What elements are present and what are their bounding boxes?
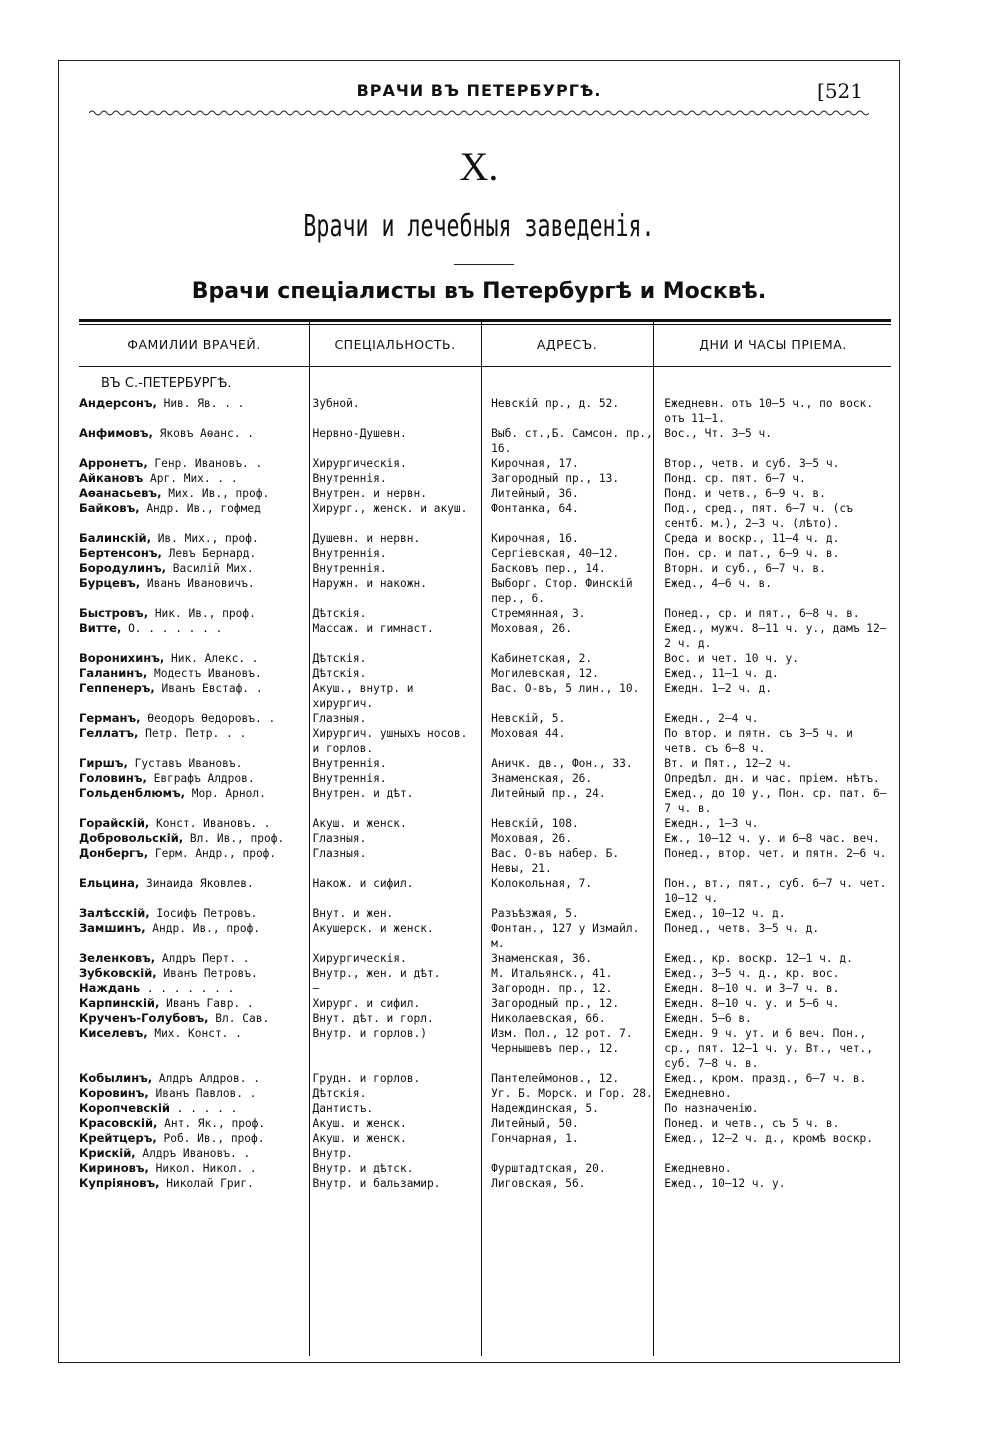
doctor-specialty: Дѣтскія. — [312, 607, 367, 620]
table-row — [79, 501, 891, 531]
doctor-given-name: Андр. Ив., гофмед — [139, 502, 261, 515]
doctor-hours: Ежедн. 9 ч. ут. и 6 веч. Пон., ср., пят. 12—1 ч. у. Вт., чет., суб. 7—8 ч. в. — [664, 1027, 874, 1070]
doctor-given-name: Зинаида Яковлев. — [139, 877, 254, 890]
doctor-surname: Купріяновъ, — [79, 1176, 160, 1190]
doctor-given-name: Андр. Ив., проф. — [145, 922, 261, 935]
doctor-given-name: Василій Мих. — [166, 562, 254, 575]
doctor-specialty: Акуш. и женск. — [312, 817, 407, 830]
doctor-given-name: Арг. Мих. . . — [143, 472, 238, 485]
doctor-address: Невскій, 108. — [491, 817, 579, 830]
doctor-hours: Ежедн. 8—10 ч. у. и 5—6 ч. — [664, 997, 840, 1010]
doctor-surname: Замшинъ, — [79, 921, 146, 935]
doctor-specialty: Акушерск. и женск. — [312, 922, 434, 935]
doctor-hours: Пон., вт., пят., суб. 6—7 ч. чет. 10—12 ч. — [664, 877, 887, 905]
section-title: Врачи и лечебныя заведенія. — [303, 209, 655, 244]
doctor-specialty: Внутр. и дѣтск. — [312, 1162, 414, 1175]
doctor-specialty: Накож. и сифил. — [312, 877, 414, 890]
doctor-surname: Галанинъ, — [79, 666, 148, 680]
doctor-surname: Бурцевъ, — [79, 576, 141, 590]
doctor-name — [79, 426, 300, 456]
doctor-surname: Бородулинъ, — [79, 561, 167, 575]
table-row — [79, 726, 891, 756]
doctor-address: Невскій, 5. — [491, 712, 566, 725]
doctor-surname: Андерсонъ, — [79, 396, 157, 410]
table-row — [79, 996, 891, 1011]
doctor-specialty: Внутреннія. — [312, 562, 387, 575]
doctor-hours: Вторн. и суб., 6—7 ч. в. — [664, 562, 826, 575]
doctor-name — [79, 1026, 300, 1071]
doctor-hours: Ежед., кр. воскр. 12—1 ч. д. — [664, 952, 853, 965]
doctor-specialty: Глазныя. — [312, 847, 367, 860]
doctor-name — [79, 726, 300, 756]
table-row — [79, 576, 891, 606]
doctor-surname: Германъ, — [79, 711, 141, 725]
doctor-name — [79, 1176, 300, 1191]
doctor-name — [79, 1131, 300, 1146]
doctor-given-name: Иванъ Евстаф. . — [154, 682, 263, 695]
page-number: [521 — [817, 79, 863, 103]
doctor-surname: Кириновъ, — [79, 1161, 149, 1175]
table-row — [79, 756, 891, 771]
doctor-name — [79, 471, 300, 486]
table-row — [79, 681, 891, 711]
doctor-given-name: Иванъ Павлов. . — [148, 1087, 257, 1100]
column-header-names: ФАМИЛИИ ВРАЧЕЙ. — [127, 337, 261, 352]
doctor-name — [79, 816, 300, 831]
table-row — [79, 1146, 891, 1161]
doctor-hours: Втор., четв. и суб. 3—5 ч. — [664, 457, 840, 470]
doctor-given-name: Иванъ Петровъ. — [156, 967, 258, 980]
table-row — [79, 711, 891, 726]
doctor-address: Фонтанка, 64. — [491, 502, 579, 515]
doctor-address: Моховая, 26. — [491, 622, 572, 635]
doctor-specialty: Внутреннія. — [312, 772, 387, 785]
doctor-given-name: Ант. Як., проф. — [157, 1117, 266, 1130]
subsection-title: Врачи спеціалисты въ Петербургѣ и Москвѣ. — [191, 279, 767, 304]
doctor-name — [79, 1011, 300, 1026]
doctor-address: Стремянная, 3. — [491, 607, 586, 620]
doctor-given-name: Иванъ Ивановичъ. — [140, 577, 255, 590]
doctor-surname: Быстровъ, — [79, 606, 149, 620]
doctor-given-name: Ѳеодоръ Ѳедоровъ. . — [140, 712, 276, 725]
doctor-specialty: Наружн. и накожн. — [312, 577, 427, 590]
doctor-address: Колокольная, 7. — [491, 877, 593, 890]
table-row — [79, 951, 891, 966]
doctor-address: Выб. ст.,Б. Самсон. пр., 16. — [491, 427, 653, 455]
doctor-name — [79, 681, 300, 711]
doctor-given-name: . . . . . — [169, 1102, 238, 1115]
doctor-name — [79, 1116, 300, 1131]
doctor-hours — [658, 1146, 891, 1161]
table-row — [79, 1176, 891, 1191]
doctor-given-name: Ник. Алекс. . — [164, 652, 259, 665]
doctor-given-name: Роб. Ив., проф. — [156, 1132, 265, 1145]
section-number: X. — [459, 144, 499, 189]
doctor-address: Литейный пр., 24. — [491, 787, 606, 800]
doctor-surname: Киселевъ, — [79, 1026, 148, 1040]
doctor-specialty: Акуш., внутр. и хирургич. — [312, 682, 414, 710]
doctor-name — [79, 981, 300, 996]
doctor-surname: Горайскій, — [79, 816, 150, 830]
doctor-surname: Анфимовъ, — [79, 426, 153, 440]
doctor-name — [79, 486, 300, 501]
doctor-given-name: Левъ Бернард. — [161, 547, 257, 560]
doctor-address: Изм. Пол., 12 рот. 7. Чернышевъ пер., 12. — [491, 1027, 633, 1055]
doctor-name — [79, 711, 300, 726]
doctor-surname: Добровольскій, — [79, 831, 184, 845]
doctor-surname: Арронетъ, — [79, 456, 148, 470]
doctor-surname: Коропчевскій — [79, 1101, 170, 1115]
doctor-specialty: Глазныя. — [312, 712, 367, 725]
doctor-specialty: Внутр., жен. и дѣт. — [312, 967, 441, 980]
doctor-specialty: Внут. дѣт. и горл. — [312, 1012, 434, 1025]
doctor-address: Аничк. дв., Фон., 33. — [491, 757, 633, 770]
doctor-address: Пантелеймонов., 12. — [491, 1072, 620, 1085]
doctor-surname: Залѣсскій, — [79, 906, 150, 920]
doctor-hours: Ежед., 12—2 ч. д., кромѣ воскр. — [664, 1132, 874, 1145]
table-row — [79, 456, 891, 471]
doctor-address: М. Итальянск., 41. — [491, 967, 613, 980]
doctor-specialty: Дѣтскія. — [312, 667, 367, 680]
doctor-specialty: Внутрен. и дѣт. — [312, 787, 414, 800]
doctor-specialty: Внутрен. и нервн. — [312, 487, 427, 500]
doctor-specialty: Хирургич. ушныхъ носов. и горлов. — [312, 727, 468, 755]
doctor-name — [79, 561, 300, 576]
doctor-name — [79, 531, 300, 546]
doctor-specialty: Зубной. — [312, 397, 360, 410]
table-row — [79, 606, 891, 621]
table-row — [79, 531, 891, 546]
doctor-name — [79, 456, 300, 471]
doctor-hours: Ежедн., 2—4 ч. — [664, 712, 759, 725]
doctor-hours: Ежед., мужч. 8—11 ч. у., дамъ 12—2 ч. д. — [664, 622, 887, 650]
doctor-hours: Ежед., 10—12 ч. д. — [664, 907, 786, 920]
doctor-specialty: Хирургическія. — [312, 457, 407, 470]
doctor-hours: Понед., ср. и пят., 6—8 ч. в. — [664, 607, 860, 620]
doctor-name — [79, 786, 300, 816]
doctor-address: Надеждинская, 5. — [491, 1102, 599, 1115]
doctor-surname: Витте, — [79, 621, 122, 635]
doctor-hours: Под., сред., пят. 6—7 ч. (съ сентб. м.), 2—3 ч. (лѣто). — [664, 502, 853, 530]
table-row — [79, 831, 891, 846]
table-header-rule — [79, 366, 891, 367]
doctor-surname: Геппенеръ, — [79, 681, 155, 695]
doctor-given-name: Алдръ Перт. . — [155, 952, 250, 965]
doctor-address: Загородный пр., 12. — [491, 997, 620, 1010]
doctor-specialty: Внут. и жен. — [312, 907, 394, 920]
table-row — [79, 1011, 891, 1026]
doctor-address: Николаевская, 66. — [491, 1012, 606, 1025]
doctor-surname: Кобылинъ, — [79, 1071, 153, 1085]
table-row — [79, 1131, 891, 1146]
doctor-hours: Ежедневно. — [664, 1087, 732, 1100]
doctor-given-name: Конст. Ивановъ. . — [149, 817, 271, 830]
table-row — [79, 426, 891, 456]
doctor-given-name: Модестъ Ивановъ. — [147, 667, 262, 680]
doctor-address: Фурштадтская, 20. — [491, 1162, 606, 1175]
doctor-given-name: Петр. Петр. . . — [138, 727, 247, 740]
doctor-specialty: Внутр. и бальзамир. — [312, 1177, 441, 1190]
table-row — [79, 561, 891, 576]
running-head — [59, 81, 899, 105]
doctor-given-name: Иванъ Гавр. . — [159, 997, 254, 1010]
table-row — [79, 906, 891, 921]
doctor-hours: Пон. ср. и пат., 6—9 ч. в. — [664, 547, 840, 560]
doctor-specialty: Внутреннія. — [312, 757, 387, 770]
doctor-name — [79, 831, 300, 846]
doctor-given-name: Вл. Сав. — [208, 1012, 270, 1025]
doctor-hours: Вос., Чт. 3—5 ч. — [664, 427, 773, 440]
table-row — [79, 786, 891, 816]
doctor-surname: Бертенсонъ, — [79, 546, 162, 560]
doctor-name — [79, 951, 300, 966]
table-row — [79, 471, 891, 486]
table-row — [79, 621, 891, 651]
doctor-name — [79, 996, 300, 1011]
doctor-specialty: Внутреннія. — [312, 472, 387, 485]
doctor-name — [79, 621, 300, 651]
doctor-given-name: Мих. Ив., проф. — [161, 487, 270, 500]
doctor-surname: Зубковскій, — [79, 966, 157, 980]
table-row — [79, 816, 891, 831]
doctor-given-name: О. . . . . . . — [121, 622, 223, 635]
column-header-specialty: СПЕЦІАЛЬНОСТЬ. — [334, 337, 456, 352]
doctor-specialty: Хирург., женск. и акуш. — [312, 502, 468, 515]
doctor-address: Литейный, 36. — [491, 487, 579, 500]
doctor-surname: Байковъ, — [79, 501, 140, 515]
doctor-given-name: Густавъ Ивановъ. — [127, 757, 243, 770]
doctor-specialty: Душевн. и нервн. — [312, 532, 421, 545]
table-top-rule — [79, 319, 891, 322]
doctor-address: Моховая, 26. — [491, 832, 572, 845]
doctor-hours: Ежедн. 5—6 в. — [664, 1012, 752, 1025]
doctor-surname: Гольденблюмъ, — [79, 786, 185, 800]
doctor-name — [79, 1146, 300, 1161]
column-header-address: АДРЕСЪ. — [536, 337, 598, 352]
doctor-given-name: Ив. Мих., проф. — [150, 532, 259, 545]
doctor-specialty: Акуш. и женск. — [312, 1117, 407, 1130]
table-row — [79, 921, 891, 951]
doctor-surname: Коровинъ, — [79, 1086, 149, 1100]
doctor-given-name: Нив. Яв. . . — [156, 397, 245, 410]
doctor-hours: Ежедневно. — [664, 1162, 732, 1175]
doctor-hours: Понед., втор. чет. и пятн. 2—6 ч. — [664, 847, 887, 860]
doctor-specialty: Грудн. и горлов. — [312, 1072, 421, 1085]
doctor-address: Загородный пр., 13. — [491, 472, 620, 485]
table-row — [79, 966, 891, 981]
doctor-hours: Ежед., кром. празд., 6—7 ч. в. — [664, 1072, 867, 1085]
doctor-name — [79, 651, 300, 666]
doctor-address: Гончарная, 1. — [491, 1132, 579, 1145]
table-row — [79, 846, 891, 876]
doctor-address: Вас. О-въ набер. Б. Невы, 21. — [491, 847, 620, 875]
doctor-address: Знаменская, 26. — [491, 772, 593, 785]
doctor-surname: Красовскій, — [79, 1116, 158, 1130]
doctor-hours: Понед. и четв., съ 5 ч. в. — [664, 1117, 840, 1130]
doctor-specialty: Дѣтскія. — [312, 1087, 367, 1100]
doctor-address: Сергіевская, 40—12. — [491, 547, 620, 560]
column-header-hours: ДНИ И ЧАСЫ ПРІЕМА. — [699, 337, 847, 352]
doctor-given-name: Николай Григ. — [159, 1177, 254, 1190]
doctor-address: Кирочная, 17. — [491, 457, 579, 470]
doctor-specialty: Дѣтскія. — [312, 652, 367, 665]
doctor-name — [79, 876, 300, 906]
doctor-hours: Ежедн. 8—10 ч. и 3—7 ч. в. — [664, 982, 840, 995]
doctor-hours: Ежедн. 1—2 ч. д. — [664, 682, 773, 695]
doctor-hours: Понд. и четв., 6—9 ч. в. — [664, 487, 826, 500]
doctor-address: Загородн. пр., 12. — [491, 982, 613, 995]
doctor-address: Выборг. Стор. Финскій пер., 6. — [491, 577, 633, 605]
doctor-surname: Зеленковъ, — [79, 951, 156, 965]
doctor-given-name: Мор. Арнол. — [185, 787, 266, 800]
page-frame — [58, 60, 900, 1363]
doctor-name — [79, 501, 300, 531]
doctor-surname: Головинъ, — [79, 771, 147, 785]
doctor-surname: Донбергъ, — [79, 846, 149, 860]
doctor-address: Вас. О-въ, 5 лин., 10. — [491, 682, 640, 695]
doctor-hours: Ежедневн. отъ 10—5 ч., по воск. отъ 11—1. — [664, 397, 874, 425]
doctor-given-name: . . . . . . . — [140, 982, 235, 995]
doctor-address: Литейный, 50. — [491, 1117, 579, 1130]
doctor-hours: Вос. и чет. 10 ч. у. — [664, 652, 799, 665]
doctor-hours: Ежед., 11—1 ч. д. — [664, 667, 779, 680]
doctor-surname: Айкановъ — [79, 471, 144, 485]
doctor-address: Могилевская, 12. — [491, 667, 599, 680]
doctor-surname: Крученъ-Голубовъ, — [79, 1011, 209, 1025]
doctor-address: Уг. Б. Морск. и Гор. 28. — [491, 1087, 653, 1100]
doctor-name — [79, 666, 300, 681]
doctor-name — [79, 546, 300, 561]
table-top-rule-inner — [79, 324, 891, 325]
table-row — [79, 876, 891, 906]
doctor-hours: Понед., четв. 3—5 ч. д. — [664, 922, 820, 935]
doctor-name — [79, 1101, 300, 1116]
doctor-name — [79, 921, 300, 951]
doctor-hours: Ежед., до 10 у., Пон. ср. пат. 6—7 ч. в. — [664, 787, 887, 815]
doctor-address: Кирочная, 16. — [491, 532, 579, 545]
wavy-rule — [89, 108, 869, 118]
doctor-surname: Геллатъ, — [79, 726, 139, 740]
doctor-address: Невскій пр., д. 52. — [491, 397, 620, 410]
doctor-hours: Среда и воскр., 11—4 ч. д. — [664, 532, 840, 545]
doctor-surname: Наждань — [79, 981, 141, 995]
doctor-hours: Ежед., 3—5 ч. д., кр. вос. — [664, 967, 840, 980]
table-row — [79, 546, 891, 561]
doctor-surname: Воронихинъ, — [79, 651, 165, 665]
doctor-given-name: Іосифъ Петровъ. — [149, 907, 258, 920]
table-row — [79, 651, 891, 666]
directory-table — [79, 319, 891, 1356]
doctor-hours: Опредѣл. дн. и час. пріем. нѣтъ. — [664, 772, 880, 785]
doctor-address: Кабинетская, 2. — [491, 652, 593, 665]
doctor-name — [79, 1161, 300, 1176]
doctor-hours: Вт. и Пят., 12—2 ч. — [664, 757, 793, 770]
table-row — [79, 1101, 891, 1116]
table-row — [79, 666, 891, 681]
doctor-hours: Ежедн., 1—3 ч. — [664, 817, 759, 830]
doctor-hours: Ежед., 4—6 ч. в. — [664, 577, 773, 590]
doctor-address: Басковъ пер., 14. — [491, 562, 606, 575]
table-row — [79, 1071, 891, 1086]
doctor-surname: Ельцина, — [79, 876, 140, 890]
doctor-hours: По назначенію. — [664, 1102, 759, 1115]
doctor-name — [79, 771, 300, 786]
doctor-surname: Аѳанасьевъ, — [79, 486, 162, 500]
doctor-address: Знаменская, 36. — [491, 952, 593, 965]
doctor-specialty: Глазныя. — [312, 832, 367, 845]
short-rule — [454, 264, 514, 265]
doctor-specialty: — — [312, 982, 320, 995]
doctor-given-name: Генр. Ивановъ. . — [147, 457, 263, 470]
table-row — [79, 981, 891, 996]
doctor-name — [79, 846, 300, 876]
doctor-name — [79, 756, 300, 771]
doctor-hours: Еж., 10—12 ч. у. и 6—8 час. веч. — [664, 832, 880, 845]
doctor-specialty: Внутр. и горлов.) — [312, 1027, 427, 1040]
entries-table — [79, 396, 891, 1191]
doctor-given-name: Алдръ Ивановъ. . — [135, 1147, 251, 1160]
doctor-given-name: Евграфъ Алдров. — [146, 772, 255, 785]
doctor-given-name: Никол. Никол. . — [148, 1162, 257, 1175]
running-title: ВРАЧИ ВЪ ПЕТЕРБУРГѢ. — [356, 81, 602, 100]
table-row — [79, 1161, 891, 1176]
doctor-specialty: Внутр. — [312, 1147, 353, 1160]
doctor-name — [79, 1086, 300, 1101]
doctor-address: Разъѣзжая, 5. — [491, 907, 579, 920]
doctor-given-name: Вл. Ив., проф. — [183, 832, 285, 845]
doctor-specialty: Акуш. и женск. — [312, 1132, 407, 1145]
doctor-specialty: Внутреннія. — [312, 547, 387, 560]
doctor-surname: Балинскій, — [79, 531, 151, 545]
table-row — [79, 396, 891, 426]
doctor-given-name: Яковъ Аѳанс. . — [152, 427, 254, 440]
doctor-given-name: Ник. Ив., проф. — [148, 607, 256, 620]
doctor-hours: Ежед., 10—12 ч. у. — [664, 1177, 786, 1190]
doctor-specialty: Массаж. и гимнаст. — [312, 622, 434, 635]
doctor-surname: Крискій, — [79, 1146, 136, 1160]
doctor-specialty: Хирургическія. — [312, 952, 407, 965]
city-heading: ВЪ С.-ПЕТЕРБУРГѢ. — [101, 376, 232, 391]
doctor-name — [79, 966, 300, 981]
doctor-surname: Карпинскій, — [79, 996, 160, 1010]
doctor-hours: Понд. ср. пят. 6—7 ч. — [664, 472, 806, 485]
doctor-given-name: Мих. Конст. . — [147, 1027, 242, 1040]
doctor-name — [79, 396, 300, 426]
doctor-specialty: Нервно-Душевн. — [312, 427, 407, 440]
table-row — [79, 1086, 891, 1101]
doctor-name — [79, 576, 300, 606]
doctor-hours: По втор. и пятн. съ 3—5 ч. и четв. съ 6—8 ч. — [664, 727, 853, 755]
doctor-address: Лиговская, 56. — [491, 1177, 586, 1190]
doctor-name — [79, 906, 300, 921]
doctor-specialty: Хирург. и сифил. — [312, 997, 421, 1010]
doctor-specialty: Дантистъ. — [312, 1102, 374, 1115]
doctor-address: Фонтан., 127 у Измайл. м. — [491, 922, 640, 950]
doctor-name — [79, 1071, 300, 1086]
doctor-address — [479, 1146, 658, 1161]
table-row — [79, 1026, 891, 1071]
doctor-surname: Гиршъ, — [79, 756, 128, 770]
doctor-address: Моховая 44. — [491, 727, 566, 740]
doctor-surname: Крейтцеръ, — [79, 1131, 157, 1145]
table-row — [79, 771, 891, 786]
table-row — [79, 1116, 891, 1131]
doctor-given-name: Герм. Андр., проф. — [148, 847, 277, 860]
doctor-name — [79, 606, 300, 621]
doctor-given-name: Алдръ Алдров. . — [152, 1072, 260, 1085]
table-row — [79, 486, 891, 501]
